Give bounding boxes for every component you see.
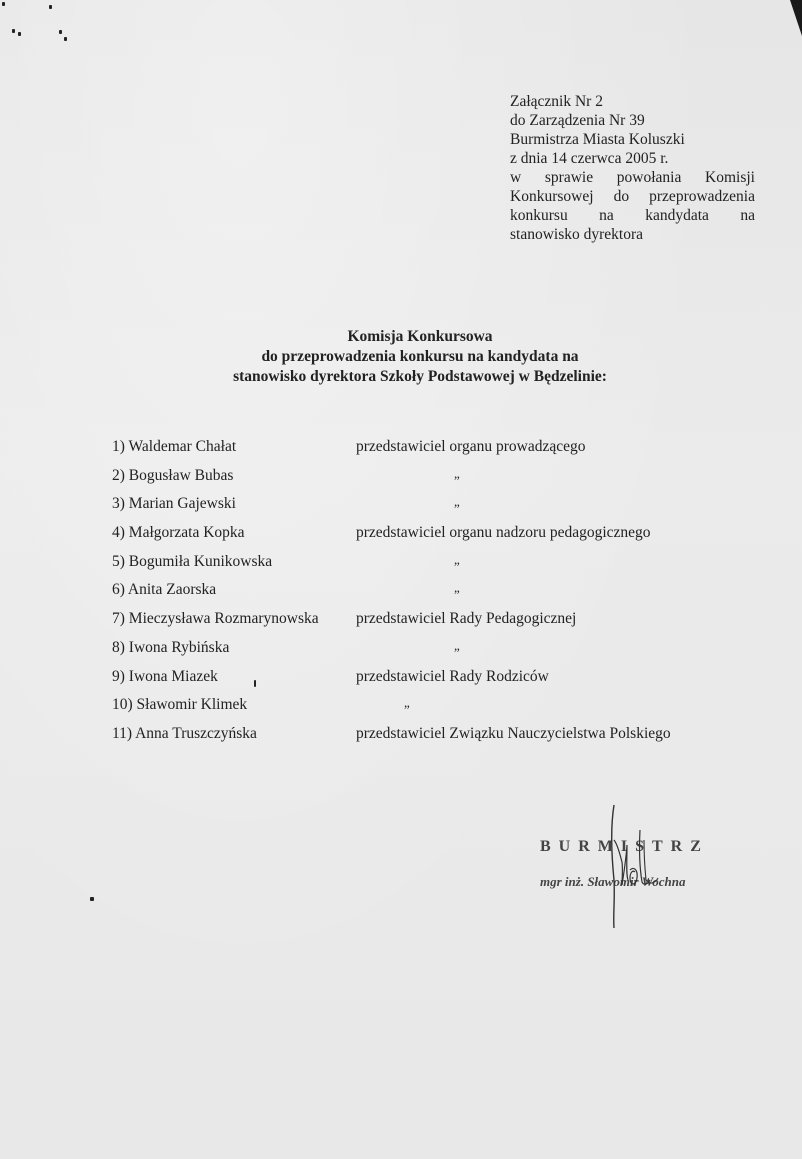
list-item xyxy=(112,725,752,754)
title-line: do przeprowadzenia konkursu na kandydata na xyxy=(261,348,579,365)
list-item xyxy=(112,610,752,639)
ditto-mark: ” xyxy=(454,587,460,603)
member-name: 7) Mieczysława Rozmarynowska xyxy=(112,610,319,628)
member-name: 8) Iwona Rybińska xyxy=(112,638,230,656)
scan-speck xyxy=(49,5,52,9)
scan-speck xyxy=(2,2,5,6)
member-name: 10) Sławomir Klimek xyxy=(112,696,248,714)
title-line: stanowisko dyrektora Szkoły Podstawowej w Będzelinie: xyxy=(233,368,607,385)
ditto-mark: ” xyxy=(404,702,410,718)
list-item xyxy=(112,668,752,697)
member-role: przedstawiciel Rady Rodziców xyxy=(356,667,549,685)
member-name: 9) Iwona Miazek xyxy=(112,667,218,685)
header-line: Burmistrza Miasta Koluszki xyxy=(510,131,685,148)
member-role: przedstawiciel organu prowadzącego xyxy=(356,438,586,455)
header-line: Załącznik Nr 2 xyxy=(510,93,603,110)
title-line: Komisja Konkursowa xyxy=(347,328,493,345)
document-title xyxy=(180,327,660,387)
header-line: do Zarządzenia Nr 39 xyxy=(510,112,645,129)
handwritten-signature xyxy=(600,800,660,930)
scan-speck xyxy=(12,29,15,33)
member-role: przedstawiciel Związku Nauczycielstwa Polskiego xyxy=(356,724,671,742)
list-item xyxy=(112,696,752,725)
member-name: 5) Bogumiła Kunikowska xyxy=(112,552,273,570)
list-item xyxy=(112,581,752,610)
ditto-mark: ” xyxy=(454,644,460,660)
member-name: 11) Anna Truszczyńska xyxy=(112,724,257,742)
header-line: Konkursowej do przeprowadzenia xyxy=(510,188,755,205)
scan-speck xyxy=(90,897,94,901)
committee-members-list xyxy=(112,438,752,754)
ditto-mark: ” xyxy=(454,558,460,574)
header-line: konkursu na kandydata na xyxy=(510,207,755,224)
signatory-name: mgr inż. Sławomir Wochna xyxy=(540,874,686,889)
ditto-mark: ” xyxy=(454,501,460,517)
list-item xyxy=(112,524,752,553)
scan-speck xyxy=(18,32,21,36)
member-name: 1) Waldemar Chałat xyxy=(112,438,237,455)
attachment-header xyxy=(510,92,755,244)
list-item xyxy=(112,553,752,582)
member-name: 3) Marian Gajewski xyxy=(112,495,236,513)
list-item xyxy=(112,467,752,496)
header-line: stanowisko dyrektora xyxy=(510,226,644,243)
list-item xyxy=(112,438,752,467)
signature-title: BURMISTRZ xyxy=(540,838,709,855)
member-role: przedstawiciel Rady Pedagogicznej xyxy=(356,610,577,628)
scan-speck xyxy=(59,30,62,34)
list-item xyxy=(112,495,752,524)
scan-corner-shadow xyxy=(790,0,802,36)
member-name: 2) Bogusław Bubas xyxy=(112,466,234,484)
member-name: 4) Małgorzata Kopka xyxy=(112,524,245,542)
scan-speck xyxy=(64,37,67,41)
member-role: przedstawiciel organu nadzoru pedagogicznego xyxy=(356,524,651,542)
list-item xyxy=(112,639,752,668)
ditto-mark: ” xyxy=(454,472,460,488)
header-line: w sprawie powołania Komisji xyxy=(510,169,755,186)
member-name: 6) Anita Zaorska xyxy=(112,581,217,599)
header-line: z dnia 14 czerwca 2005 r. xyxy=(510,150,669,167)
